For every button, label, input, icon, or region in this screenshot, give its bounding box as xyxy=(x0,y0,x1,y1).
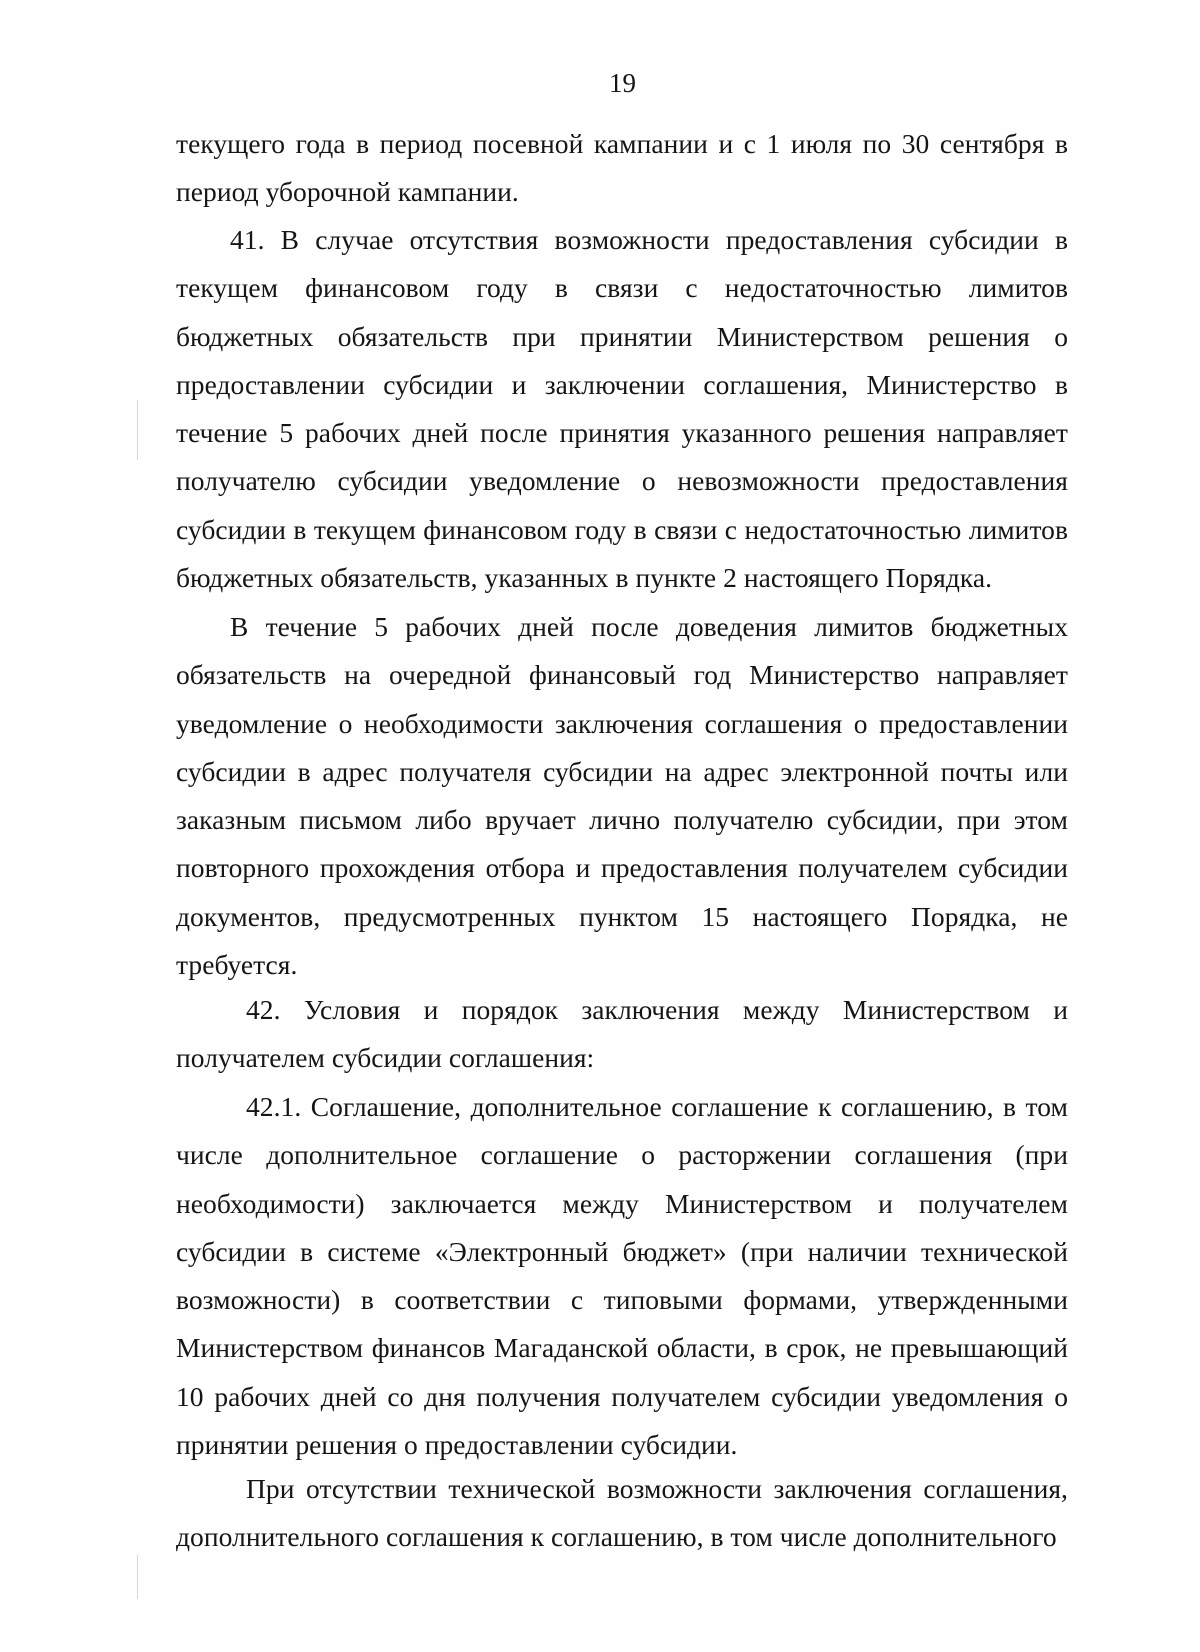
scan-edge-mark xyxy=(137,400,138,460)
paragraph-item-42-1: 42.1. Соглашение, дополнительное соглашение к соглашению, в том числе дополнительное соглашение о расторжении соглашения (при необходимости) заключается между Министерством и получателем субсидии в системе «Электронный бюджет» (при наличии технической возможности) в соответствии с типовыми формами, утвержденными Министерством финансов Магаданской области, в срок, не превышающий 10 рабочих дней со дня получения получателем субсидии уведомления о принятии решения о предоставлении субсидии. xyxy=(176,1091,1068,1461)
paragraph-notification: В течение 5 рабочих дней после доведения лимитов бюджетных обязательств на очередной финансовый год Министерство направляет уведомление о необходимости заключения соглашения о предоставлении субсидии в адрес получателя субсидии на адрес электронной почты или заказным письмом либо вручает лично получателю субсидии, при этом повторного прохождения отбора и предоставления получателем субсидии документов, предусмотренных пунктом 15 настоящего Порядка, не требуется. xyxy=(176,611,1068,981)
page-number: 19 xyxy=(609,68,636,98)
paragraph-continuation: текущего года в период посевной кампании и с 1 июля по 30 сентября в период уборочной кампании. xyxy=(176,128,1068,208)
paragraph-item-42: 42. Условия и порядок заключения между Министерством и получателем субсидии соглашения: xyxy=(176,994,1068,1074)
paragraph-item-41: 41. В случае отсутствия возможности предоставления субсидии в текущем финансовом году в связи с недостаточностью лимитов бюджетных обязательств при принятии Министерством решения о предоставлении субсидии и заключении соглашения, Министерство в течение 5 рабочих дней после принятия указанного решения направляет получателю субсидии уведомление о невозможности предоставления субсидии в текущем финансовом году в связи с недостаточностью лимитов бюджетных обязательств, указанных в пункте 2 настоящего Порядка. xyxy=(176,224,1068,594)
scan-edge-mark xyxy=(137,1555,138,1599)
paragraph-no-technical-possibility: При отсутствии технической возможности заключения соглашения, дополнительного соглашения к соглашению, в том числе дополнительного xyxy=(176,1473,1068,1553)
